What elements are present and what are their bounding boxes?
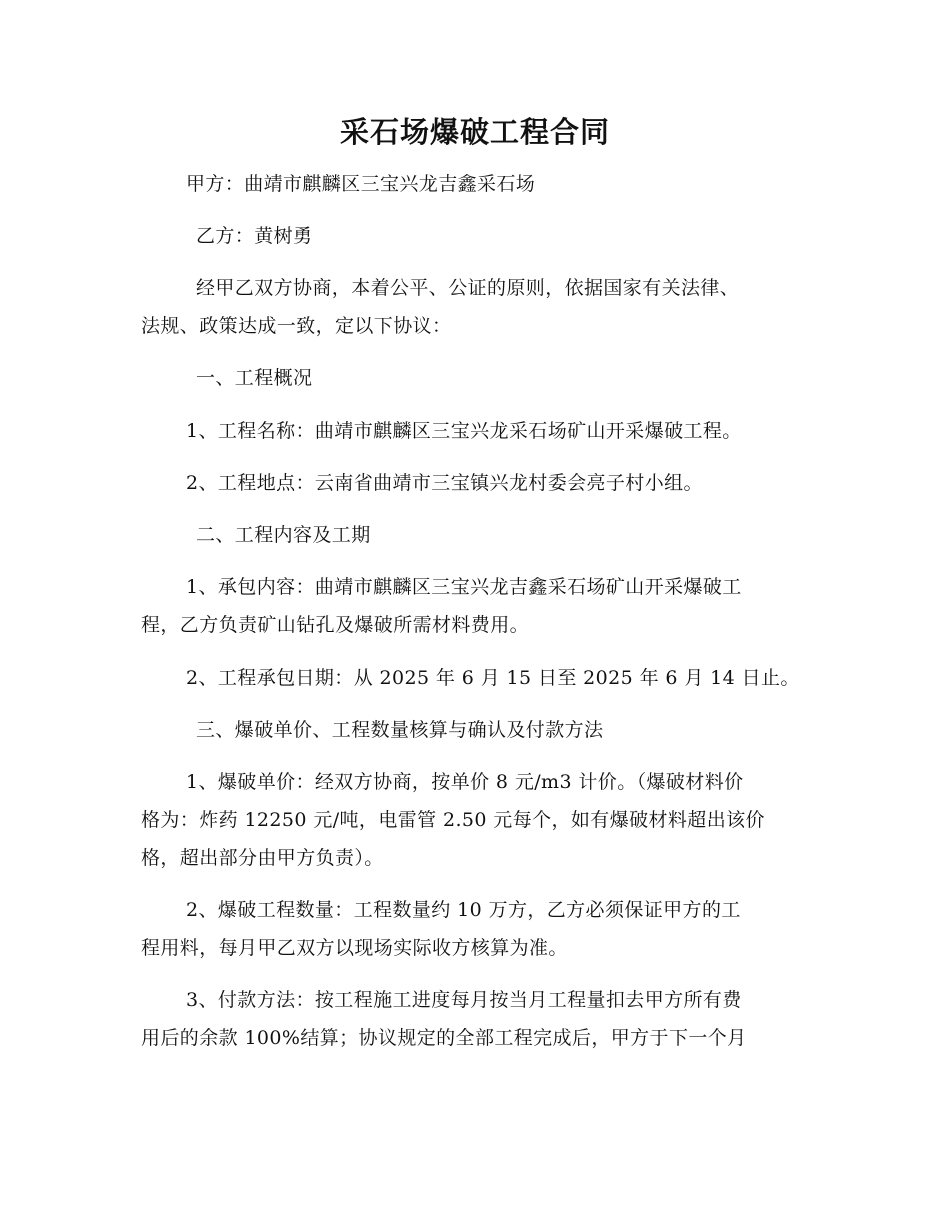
party-b-line: 乙方：黄树勇	[196, 225, 313, 247]
section-3-item-1-line-2: 格为：炸药 12250 元/吨，电雷管 2.50 元每个，如有爆破材料超出该价	[141, 809, 765, 831]
document-title: 采石场爆破工程合同	[339, 115, 610, 149]
section-1-item-2: 2、工程地点：云南省曲靖市三宝镇兴龙村委会亮子村小组。	[186, 472, 703, 494]
section-3-heading: 三、爆破单价、工程数量核算与确认及付款方法	[196, 719, 604, 741]
section-1-heading: 一、工程概况	[196, 367, 313, 389]
section-2-heading: 二、工程内容及工期	[196, 524, 371, 546]
section-1-item-1: 1、工程名称：曲靖市麒麟区三宝兴龙采石场矿山开采爆破工程。	[186, 420, 742, 442]
section-3-item-1-line-3: 格，超出部分由甲方负责）。	[141, 847, 384, 869]
section-3-item-3-line-2: 用后的余款 100%结算；协议规定的全部工程完成后，甲方于下一个月	[141, 1027, 747, 1049]
section-3-item-1-line-1: 1、爆破单价：经双方协商，按单价 8 元/m3 计价。（爆破材料价	[186, 771, 744, 793]
section-2-item-1-line-1: 1、承包内容：曲靖市麒麟区三宝兴龙吉鑫采石场矿山开采爆破工	[186, 576, 742, 598]
section-3-item-2-line-1: 2、爆破工程数量：工程数量约 10 万方，乙方必须保证甲方的工	[186, 899, 741, 921]
section-3-item-3-line-1: 3、付款方法：按工程施工进度每月按当月工程量扣去甲方所有费	[186, 989, 742, 1011]
party-a-line: 甲方：曲靖市麒麟区三宝兴龙吉鑫采石场	[186, 173, 536, 195]
section-2-item-2: 2、工程承包日期：从 2025 年 6 月 15 日至 2025 年 6 月 14 日止。	[186, 667, 800, 689]
section-3-item-2-line-2: 程用料，每月甲乙双方以现场实际收方核算为准。	[141, 937, 568, 959]
section-2-item-1-line-2: 程，乙方负责矿山钻孔及爆破所需材料费用。	[141, 614, 530, 636]
intro-line-1: 经甲乙双方协商，本着公平、公证的原则，依据国家有关法律、	[196, 277, 740, 299]
intro-line-2: 法规、政策达成一致，定以下协议：	[141, 315, 452, 337]
